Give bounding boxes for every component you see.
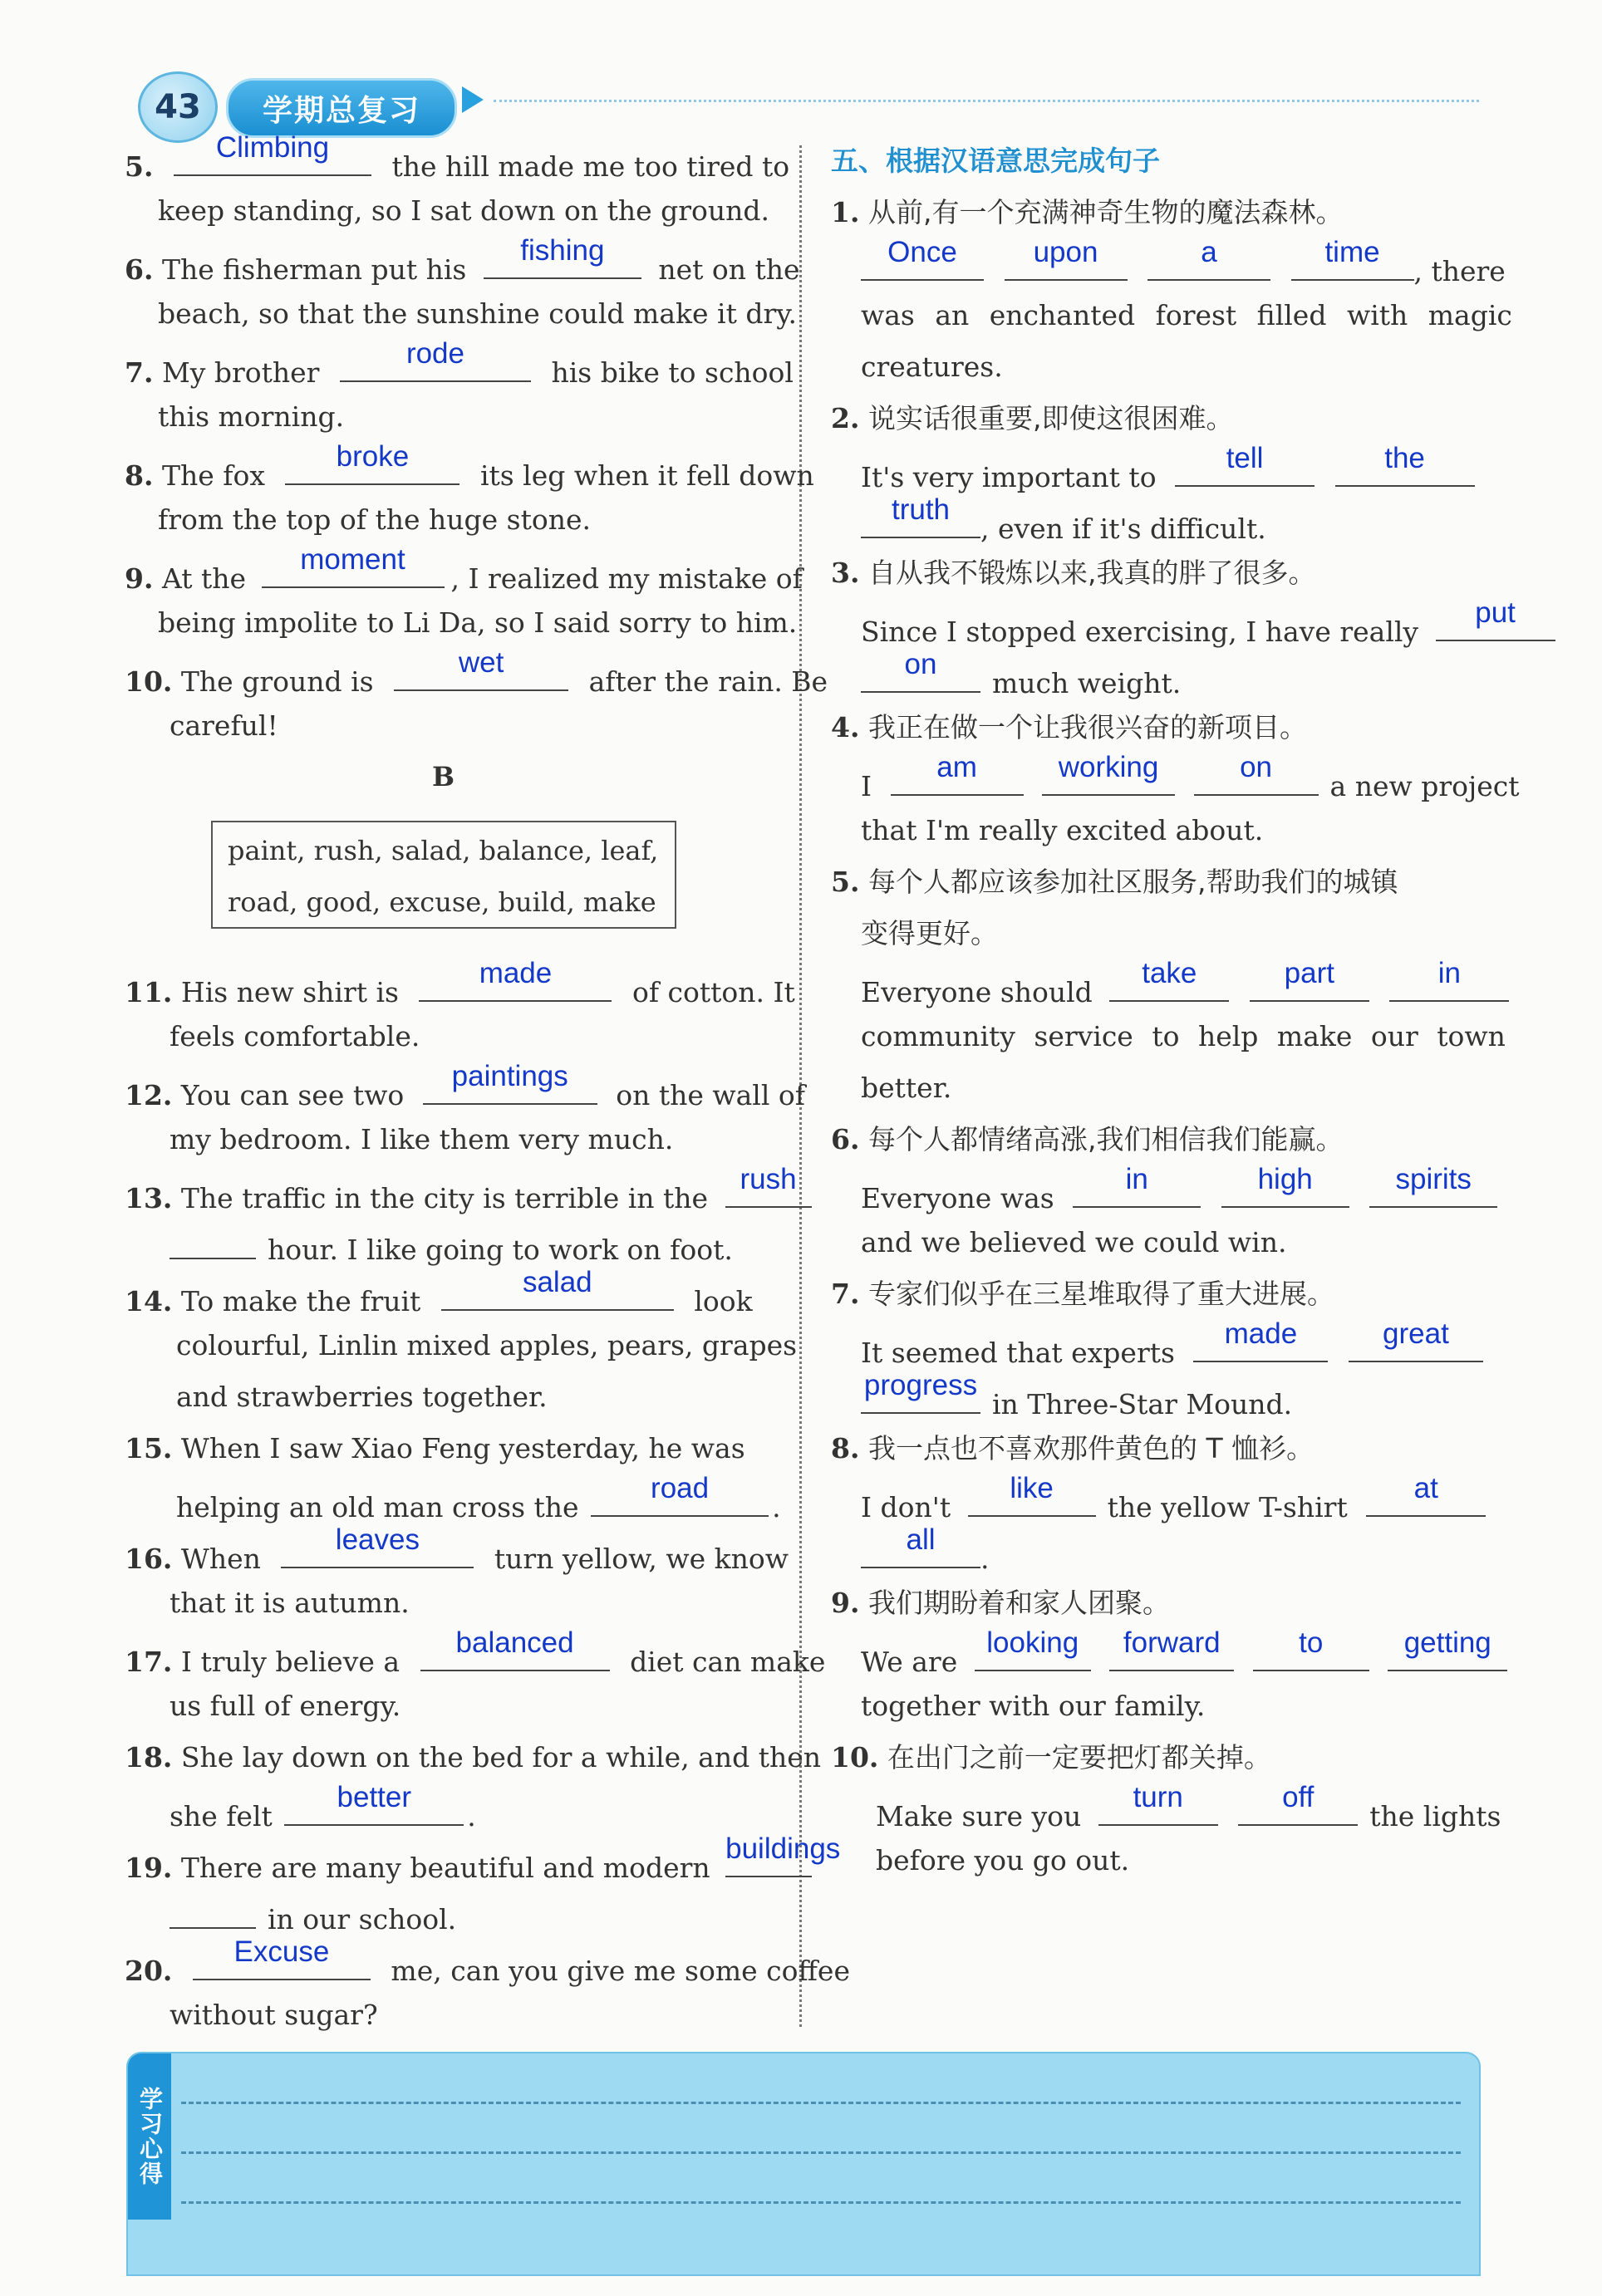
sentence-text: net on the xyxy=(658,253,800,286)
answer-blank xyxy=(1369,1163,1497,1208)
answer-text: off xyxy=(1282,1781,1315,1813)
sentence-text: the lights xyxy=(1369,1800,1501,1832)
sentence-text: It seemed that experts xyxy=(861,1337,1175,1369)
sentence-text: Make sure you xyxy=(876,1800,1082,1832)
sentence-text: It's very important to xyxy=(861,461,1157,493)
answer-text: in xyxy=(1125,1163,1148,1195)
answer-blank xyxy=(174,131,371,176)
answer-text: made xyxy=(1224,1317,1298,1350)
sentence-text: She lay down on the bed for a while, and then xyxy=(180,1741,822,1774)
answer-text: Once xyxy=(887,236,957,268)
question-line xyxy=(125,957,795,1008)
answer-blank xyxy=(891,751,1024,796)
chinese-prompt: 我正在做一个让我很兴奋的新项目。 xyxy=(867,711,1307,743)
sentence-text: hour. I like going to work on foot. xyxy=(268,1234,733,1266)
answer-blank xyxy=(1073,1163,1201,1208)
sentence-text: , I realized my mistake of xyxy=(450,562,803,595)
answer-blank xyxy=(441,1266,674,1311)
answer-blank xyxy=(1388,1626,1507,1671)
answer-blank xyxy=(394,646,568,691)
sentence-text: When xyxy=(180,1543,261,1575)
question-number: 13. xyxy=(125,1182,173,1214)
question-line xyxy=(125,1935,850,1987)
answer-text: fishing xyxy=(520,234,605,267)
answer-text: leaves xyxy=(335,1523,420,1556)
question-line xyxy=(831,194,1479,231)
answer-text: am xyxy=(936,751,977,783)
answer-blank xyxy=(1147,236,1270,281)
question-line xyxy=(125,1060,805,1111)
sentence-text: in Three-Star Mound. xyxy=(992,1388,1293,1420)
question-line xyxy=(831,1430,1479,1467)
sentence-continuation: being impolite to Li Da, so I said sorry to him. xyxy=(158,606,798,639)
question-line xyxy=(831,1739,1479,1776)
sentence-continuation xyxy=(861,1523,1479,1575)
sentence-text: . xyxy=(772,1491,781,1523)
answer-text: a xyxy=(1201,236,1217,268)
sentence-continuation: better. xyxy=(861,1072,952,1104)
answer-line xyxy=(861,957,1479,1008)
question-number: 4. xyxy=(831,711,860,743)
answer-blank xyxy=(1194,751,1319,796)
sentence-continuation: keep standing, so I sat down on the ground. xyxy=(158,194,770,227)
answer-blank xyxy=(1366,1472,1486,1517)
sentence-continuation: before you go out. xyxy=(876,1844,1130,1877)
answer-blank xyxy=(975,1626,1091,1671)
sentence-text: its leg when it fell down xyxy=(479,459,814,492)
sentence-continuation: colourful, Linlin mixed apples, pears, grapes xyxy=(176,1329,798,1361)
sentence-text: the yellow T-shirt xyxy=(1107,1491,1348,1523)
answer-text: salad xyxy=(522,1266,592,1298)
study-notes-area xyxy=(126,2052,1481,2276)
sentence-continuation: from the top of the huge stone. xyxy=(158,503,592,536)
sentence-text: I xyxy=(861,770,872,802)
answer-blank xyxy=(340,337,531,382)
question-number: 5. xyxy=(125,150,154,183)
study-notes-tab: 学习心得 xyxy=(128,2053,171,2220)
answer-text: moment xyxy=(300,543,405,576)
answer-blank xyxy=(725,1832,841,1877)
question-line xyxy=(831,1121,1479,1158)
sentence-text: I don't xyxy=(861,1491,951,1523)
sentence-text: a new project xyxy=(1329,770,1520,802)
answer-blank xyxy=(262,543,445,588)
question-number: 9. xyxy=(125,562,154,595)
question-number: 6. xyxy=(831,1123,860,1155)
sentence-continuation: beach, so that the sunshine could make it dry. xyxy=(158,297,797,330)
sentence-continuation: that I'm really excited about. xyxy=(861,814,1264,846)
answer-line xyxy=(861,1163,1479,1214)
answer-blank xyxy=(285,440,459,485)
sentence-continuation: community service to help make our town xyxy=(861,1020,1506,1052)
chinese-prompt: 每个人都应该参加社区服务,帮助我们的城镇 xyxy=(867,866,1398,898)
answer-blank xyxy=(1042,751,1175,796)
chinese-prompt: 专家们似乎在三星堆取得了重大进展。 xyxy=(867,1278,1334,1310)
question-line xyxy=(125,1163,797,1214)
sentence-continuation: and strawberries together. xyxy=(176,1381,548,1413)
answer-text: tell xyxy=(1226,442,1264,474)
answer-blank xyxy=(1109,957,1229,1002)
chinese-prompt: 在出门之前一定要把灯都关掉。 xyxy=(887,1741,1271,1774)
answer-blank xyxy=(419,957,612,1002)
answer-text: turn xyxy=(1133,1781,1183,1813)
sentence-continuation: feels comfortable. xyxy=(170,1020,420,1052)
sentence-continuation: creatures. xyxy=(861,351,1003,383)
question-number: 6. xyxy=(125,253,154,286)
question-line xyxy=(125,234,800,286)
sentence-text: Since I stopped exercising, I have really xyxy=(861,616,1419,648)
section-title: 五、根据汉语意思完成句子 xyxy=(831,145,1160,177)
sentence-text: of cotton. It xyxy=(631,976,795,1008)
sentence-text: The fisherman put his xyxy=(161,253,467,286)
header-dotted-line xyxy=(494,100,1479,102)
answer-blank xyxy=(1335,442,1475,487)
chinese-prompt: 变得更好。 xyxy=(861,917,998,949)
sentence-text: Everyone was xyxy=(861,1182,1054,1214)
question-line xyxy=(125,1430,773,1467)
sentence-continuation: without sugar? xyxy=(170,1999,378,2031)
answer-text: looking xyxy=(986,1626,1079,1659)
answer-text: Excuse xyxy=(233,1935,330,1968)
sentence-continuation: together with our family. xyxy=(861,1690,1206,1722)
arrow-right-icon xyxy=(462,86,484,113)
sentence-text: . xyxy=(980,1543,990,1575)
answer-text: working xyxy=(1058,751,1159,783)
answer-blank xyxy=(591,1472,769,1517)
answer-text: made xyxy=(479,957,553,989)
sentence-continuation: this morning. xyxy=(158,400,345,433)
sentence-continuation xyxy=(170,1224,773,1266)
answer-blank xyxy=(1098,1781,1218,1826)
answer-line xyxy=(876,1781,1501,1832)
sentence-text: she felt xyxy=(170,1800,273,1832)
question-number: 9. xyxy=(831,1587,860,1619)
answer-text: broke xyxy=(336,440,410,473)
answer-text: truth xyxy=(891,493,951,526)
answer-line xyxy=(861,1317,1479,1369)
question-line xyxy=(125,440,814,492)
chinese-prompt: 从前,有一个充满神奇生物的魔法森林。 xyxy=(867,196,1344,228)
answer-text: getting xyxy=(1403,1626,1491,1659)
answer-text: progress xyxy=(863,1369,978,1401)
sentence-text: diet can make xyxy=(630,1646,826,1678)
answer-line xyxy=(861,236,1506,287)
answer-blank xyxy=(281,1523,474,1568)
answer-text: paintings xyxy=(451,1060,568,1092)
sentence-text: look xyxy=(694,1285,753,1317)
sentence-text: , there xyxy=(1413,255,1506,287)
question-number: 10. xyxy=(125,665,173,698)
question-line xyxy=(125,337,794,389)
sentence-text: in our school. xyxy=(268,1903,457,1935)
sentence-text: I truly believe a xyxy=(180,1646,400,1678)
note-line xyxy=(181,2201,1461,2204)
answer-text: like xyxy=(1010,1472,1054,1504)
answer-blank xyxy=(861,648,980,693)
note-line xyxy=(181,2151,1461,2154)
answer-text: wet xyxy=(458,646,504,679)
sentence-text: The fox xyxy=(161,459,265,492)
answer-text: on xyxy=(904,648,937,680)
question-number: 5. xyxy=(831,866,860,898)
question-number: 12. xyxy=(125,1079,173,1111)
answer-blank xyxy=(1253,1626,1369,1671)
header-title: 学期总复习 xyxy=(226,78,457,138)
sentence-continuation xyxy=(176,1472,781,1523)
answer-blank xyxy=(725,1163,812,1208)
question-number: 18. xyxy=(125,1741,173,1774)
question-line xyxy=(831,400,1479,437)
question-number: 14. xyxy=(125,1285,173,1317)
answer-text: put xyxy=(1475,596,1516,629)
answer-blank xyxy=(861,1369,980,1414)
sentence-text: At the xyxy=(161,562,246,595)
sentence-text: much weight. xyxy=(992,667,1182,699)
answer-text: forward xyxy=(1123,1626,1221,1659)
question-number: 10. xyxy=(831,1741,879,1774)
sentence-text: . xyxy=(467,1800,476,1832)
question-number: 8. xyxy=(125,459,154,492)
chinese-prompt: 我一点也不喜欢那件黄色的 T 恤衫。 xyxy=(867,1432,1315,1464)
answer-blank xyxy=(1436,596,1555,641)
answer-line xyxy=(861,442,1479,493)
answer-text: road xyxy=(651,1472,710,1504)
page-number-badge: 43 xyxy=(138,71,218,143)
answer-blank xyxy=(423,1060,597,1105)
answer-blank xyxy=(1389,957,1509,1002)
answer-blank xyxy=(861,493,980,538)
question-line xyxy=(831,864,1479,900)
sentence-text: You can see two xyxy=(180,1079,405,1111)
sentence-continuation xyxy=(170,1781,773,1832)
sentence-continuation xyxy=(861,1369,1479,1420)
answer-blank xyxy=(193,1935,371,1980)
sentence-text: his bike to school xyxy=(551,356,794,389)
question-line xyxy=(125,131,790,183)
chinese-prompt: 自从我不锻炼以来,我真的胖了很多。 xyxy=(867,557,1316,589)
answer-blank xyxy=(861,1523,980,1568)
sentence-text: His new shirt is xyxy=(180,976,399,1008)
question-line xyxy=(125,543,803,595)
answer-text: take xyxy=(1142,957,1197,989)
answer-blank xyxy=(420,1626,610,1671)
sentence-text: on the wall of xyxy=(616,1079,805,1111)
answer-text: rode xyxy=(405,337,464,370)
answer-line xyxy=(861,1626,1491,1678)
sentence-text: My brother xyxy=(161,356,320,389)
question-line xyxy=(831,709,1479,746)
answer-blank xyxy=(1291,236,1414,281)
answer-text: buildings xyxy=(725,1832,841,1865)
answer-blank xyxy=(1250,957,1369,1002)
question-number: 7. xyxy=(125,356,154,389)
answer-text: high xyxy=(1257,1163,1313,1195)
question-line xyxy=(125,1739,822,1776)
sentence-text: the hill made me too tired to xyxy=(391,150,790,183)
answer-blank-continued xyxy=(170,1894,256,1929)
question-line xyxy=(831,1276,1479,1312)
sentence-text: me, can you give me some coffee xyxy=(391,1955,850,1987)
question-line xyxy=(831,1585,1479,1621)
question-line xyxy=(125,1523,789,1575)
sentence-continuation xyxy=(170,1894,773,1935)
question-line xyxy=(125,1832,841,1884)
answer-blank xyxy=(968,1472,1096,1517)
sentence-continuation xyxy=(861,493,1479,545)
answer-line xyxy=(861,1472,1479,1523)
question-number: 8. xyxy=(831,1432,860,1464)
question-number: 16. xyxy=(125,1543,173,1575)
answer-text: spirits xyxy=(1395,1163,1472,1195)
answer-blank xyxy=(861,236,984,281)
sentence-text: turn yellow, we know xyxy=(494,1543,789,1575)
question-number: 2. xyxy=(831,402,860,434)
sentence-continuation: my bedroom. I like them very much. xyxy=(170,1123,674,1155)
sentence-text: We are xyxy=(861,1646,958,1678)
answer-text: upon xyxy=(1033,236,1098,268)
chinese-prompt: 我们期盼着和家人团聚。 xyxy=(867,1587,1170,1619)
note-line xyxy=(181,2102,1461,2104)
question-number: 17. xyxy=(125,1646,173,1678)
answer-blank xyxy=(1109,1626,1234,1671)
answer-blank xyxy=(1221,1163,1349,1208)
answer-blank xyxy=(1238,1781,1358,1826)
answer-text: to xyxy=(1299,1626,1324,1659)
sentence-text: The traffic in the city is terrible in the xyxy=(180,1182,709,1214)
chinese-prompt: 说实话很重要,即使这很困难。 xyxy=(867,402,1234,434)
word-box-line: road, good, excuse, build, make xyxy=(228,886,656,918)
question-number: 3. xyxy=(831,557,860,589)
question-number: 1. xyxy=(831,196,860,228)
sentence-continuation: that it is autumn. xyxy=(170,1587,410,1619)
answer-text: in xyxy=(1437,957,1461,989)
sentence-text: There are many beautiful and modern xyxy=(180,1852,710,1884)
sentence-text: To make the fruit xyxy=(180,1285,421,1317)
answer-text: rush xyxy=(740,1163,797,1195)
question-number: 7. xyxy=(831,1278,860,1310)
question-line xyxy=(125,1626,826,1678)
sentence-text: helping an old man cross the xyxy=(176,1491,579,1523)
question-line xyxy=(125,1266,773,1317)
question-line xyxy=(831,555,1479,591)
answer-text: the xyxy=(1384,442,1425,474)
answer-blank xyxy=(1005,236,1128,281)
answer-blank xyxy=(484,234,641,279)
answer-text: on xyxy=(1240,751,1273,783)
sentence-text: The ground is xyxy=(180,665,374,698)
answer-text: balanced xyxy=(455,1626,574,1659)
question-number: 11. xyxy=(125,976,173,1008)
answer-line xyxy=(861,596,1516,648)
word-box-line: paint, rush, salad, balance, leaf, xyxy=(228,835,659,866)
sentence-continuation xyxy=(861,648,1479,699)
sentence-text: Everyone should xyxy=(861,976,1093,1008)
answer-text: Climbing xyxy=(215,131,330,164)
answer-text: at xyxy=(1413,1472,1438,1504)
answer-text: all xyxy=(906,1523,936,1556)
answer-blank xyxy=(1349,1317,1483,1362)
sentence-text: after the rain. Be xyxy=(588,665,828,698)
answer-text: great xyxy=(1383,1317,1449,1350)
answer-blank xyxy=(1193,1317,1328,1362)
question-number: 19. xyxy=(125,1852,173,1884)
answer-line xyxy=(861,751,1520,802)
question-line xyxy=(125,646,828,698)
answer-text: time xyxy=(1324,236,1380,268)
answer-text: part xyxy=(1284,957,1334,989)
sentence-text: When I saw Xiao Feng yesterday, he was xyxy=(180,1432,745,1464)
section-b-label: B xyxy=(432,761,455,792)
answer-blank xyxy=(284,1781,464,1826)
sentence-continuation: us full of energy. xyxy=(170,1690,401,1722)
sentence-continuation: careful! xyxy=(170,709,278,742)
question-number: 20. xyxy=(125,1955,173,1987)
word-box xyxy=(211,821,676,929)
answer-blank-continued xyxy=(170,1224,256,1259)
sentence-text: , even if it's difficult. xyxy=(980,513,1266,545)
question-number: 15. xyxy=(125,1432,173,1464)
answer-text: better xyxy=(337,1781,412,1813)
sentence-continuation: was an enchanted forest filled with magic xyxy=(861,299,1512,331)
chinese-prompt: 每个人都情绪高涨,我们相信我们能赢。 xyxy=(867,1123,1344,1155)
sentence-continuation: and we believed we could win. xyxy=(861,1226,1287,1258)
answer-blank xyxy=(1175,442,1315,487)
